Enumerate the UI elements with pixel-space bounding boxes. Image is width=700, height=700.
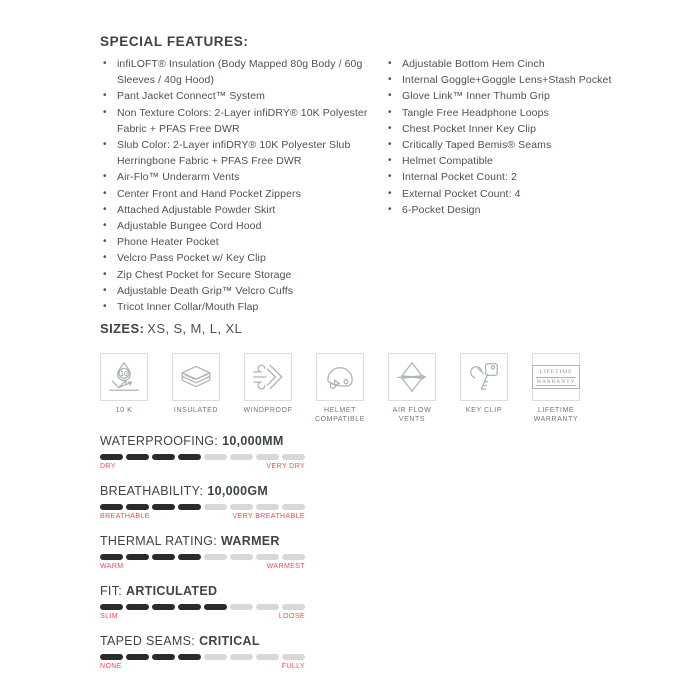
rating-max-label: WARMEST <box>266 563 305 571</box>
rating-segment <box>282 604 305 610</box>
rating-segment <box>152 604 175 610</box>
feature-item <box>385 202 633 218</box>
feature-text: External Pocket Count: 4 <box>402 187 521 200</box>
feature-item <box>100 267 378 283</box>
rating-label: WATERPROOFING: <box>100 434 219 449</box>
rating-bar <box>100 454 305 460</box>
rating-min-label: BREATHABLE <box>100 513 150 521</box>
warranty-seal-line2: WARRANTY <box>536 378 576 385</box>
rating-label: FIT: <box>100 584 123 599</box>
bullet-icon: • <box>388 122 392 134</box>
feature-text: Adjustable Bungee Cord Hood <box>117 220 262 233</box>
icon-label-10k: 10 K <box>115 407 133 415</box>
rating-max-label: LOOSE <box>278 613 305 621</box>
rating-title <box>100 584 305 598</box>
rating-minmax <box>100 613 305 620</box>
rating-segment <box>204 454 227 460</box>
rating-segment <box>204 604 227 610</box>
feature-text: Critically Taped Bemis® Seams <box>402 139 552 152</box>
icon-cell-insulated <box>165 353 227 424</box>
bullet-icon: • <box>103 203 107 215</box>
rating-block <box>100 584 305 620</box>
feature-text: infiLOFT® Insulation (Body Mapped 80g Body / 60g Sleeves / 40g Hood) <box>117 58 363 87</box>
feature-item <box>385 105 633 121</box>
rating-segment <box>256 554 279 560</box>
feature-item <box>100 218 378 234</box>
feature-list-left <box>100 56 378 315</box>
icon-label-airflow: AIR FLOW VENTS <box>392 407 432 423</box>
rating-label: TAPED SEAMS: <box>100 634 196 649</box>
feature-text: Velcro Pass Pocket w/ Key Clip <box>117 252 266 265</box>
icon-cell-windproof <box>237 353 299 424</box>
feature-text: Slub Color: 2-Layer infiDRY® 10K Polyester Slub Herringbone Fabric + PFAS Free DWR <box>117 139 351 168</box>
feature-item <box>385 137 633 153</box>
feature-text: Internal Pocket Count: 2 <box>402 171 518 184</box>
bullet-icon: • <box>388 90 392 102</box>
rating-segment <box>126 454 149 460</box>
rating-min-label: WARM <box>100 563 124 571</box>
rating-segment <box>100 504 123 510</box>
feature-item <box>100 169 378 185</box>
rating-segment <box>178 504 201 510</box>
feature-item <box>385 153 633 169</box>
windproof-icon <box>244 353 292 401</box>
feature-item <box>385 88 633 104</box>
bullet-icon: • <box>388 203 392 215</box>
rating-segment <box>204 504 227 510</box>
rating-bar <box>100 604 305 610</box>
feature-text: Tricot Inner Collar/Mouth Flap <box>117 301 259 314</box>
sizes-line <box>100 321 640 336</box>
rating-segment <box>126 604 149 610</box>
rating-segment <box>282 654 305 660</box>
icon-label-warranty: LIFETIME WARRANTY <box>533 407 579 423</box>
icon-label-insulated: INSULATED <box>173 407 219 415</box>
feature-text: Air-Flo™ Underarm Vents <box>117 171 240 184</box>
feature-item <box>385 186 633 202</box>
rating-title <box>100 634 305 648</box>
air-flow-vents-icon <box>388 353 436 401</box>
rating-title <box>100 434 305 448</box>
bullet-icon: • <box>388 171 392 183</box>
feature-text: Phone Heater Pocket <box>117 236 219 249</box>
rating-block <box>100 434 305 470</box>
rating-min-label: NONE <box>100 663 122 671</box>
icon-label-keyclip: KEY CLIP <box>465 407 503 415</box>
icon-cell-keyclip <box>453 353 515 424</box>
rating-max-label: VERY BREATHABLE <box>232 513 305 521</box>
bullet-icon: • <box>388 187 392 199</box>
insulated-icon <box>172 353 220 401</box>
rating-block <box>100 634 305 670</box>
rating-segment <box>230 604 253 610</box>
rating-value: 10,000GM <box>207 484 269 499</box>
feature-item <box>385 56 633 72</box>
rating-minmax <box>100 663 305 670</box>
rating-segment <box>152 454 175 460</box>
feature-item <box>385 169 633 185</box>
special-features-columns <box>100 56 640 315</box>
rating-minmax <box>100 563 305 570</box>
rating-bar <box>100 654 305 660</box>
feature-text: Helmet Compatible <box>402 155 493 168</box>
bullet-icon: • <box>103 58 107 69</box>
rating-minmax <box>100 513 305 520</box>
feature-text: 6-Pocket Design <box>402 203 481 216</box>
rating-label: THERMAL RATING: <box>100 534 218 549</box>
lifetime-warranty-icon <box>532 353 580 401</box>
rating-segment <box>230 454 253 460</box>
rating-max-label: FULLY <box>281 663 305 671</box>
rating-minmax <box>100 463 305 470</box>
icon-cell-warranty <box>525 353 587 424</box>
rating-segment <box>126 654 149 660</box>
rating-segment <box>152 504 175 510</box>
rating-segment <box>152 554 175 560</box>
rating-segment <box>282 454 305 460</box>
bullet-icon: • <box>103 268 107 280</box>
rating-value: CRITICAL <box>199 634 260 649</box>
bullet-icon: • <box>388 155 392 167</box>
feature-item <box>100 137 378 169</box>
rating-segment <box>100 454 123 460</box>
feature-item <box>385 72 633 88</box>
bullet-icon: • <box>103 139 107 151</box>
rating-segment <box>178 604 201 610</box>
svg-text:10: 10 <box>120 371 128 379</box>
icon-label-helmet: HELMET COMPATIBLE <box>314 407 366 423</box>
rating-min-label: DRY <box>100 463 116 471</box>
feature-text: Glove Link™ Inner Thumb Grip <box>402 90 550 103</box>
rating-block <box>100 534 305 570</box>
rating-segment <box>126 554 149 560</box>
feature-list-right <box>385 56 633 315</box>
feature-item <box>100 186 378 202</box>
feature-text: Adjustable Bottom Hem Cinch <box>402 58 545 70</box>
feature-item <box>385 121 633 137</box>
feature-item <box>100 283 378 299</box>
bullet-icon: • <box>103 301 107 313</box>
sizes-label: SIZES: <box>100 321 145 337</box>
bullet-icon: • <box>103 284 107 296</box>
sizes-value: XS, S, M, L, XL <box>147 321 243 337</box>
rating-value: ARTICULATED <box>126 584 218 599</box>
feature-item <box>100 202 378 218</box>
feature-text: Chest Pocket Inner Key Clip <box>402 122 537 135</box>
feature-text: Zip Chest Pocket for Secure Storage <box>117 268 292 281</box>
feature-item <box>100 250 378 266</box>
bullet-icon: • <box>103 187 107 199</box>
feature-text: Adjustable Death Grip™ Velcro Cuffs <box>117 284 294 297</box>
rating-segment <box>230 504 253 510</box>
feature-text: Attached Adjustable Powder Skirt <box>117 203 276 216</box>
bullet-icon: • <box>103 236 107 248</box>
helmet-compatible-icon <box>316 353 364 401</box>
rating-value: 10,000MM <box>222 434 284 449</box>
icon-label-windproof: WINDPROOF <box>243 407 293 415</box>
bullet-icon: • <box>388 106 392 118</box>
feature-text: Tangle Free Headphone Loops <box>402 106 549 119</box>
feature-item <box>100 56 378 88</box>
rating-max-label: VERY DRY <box>266 463 305 471</box>
rating-segment <box>204 654 227 660</box>
bullet-icon: • <box>103 106 107 118</box>
bullet-icon: • <box>388 139 392 151</box>
rating-value: WARMER <box>221 534 280 549</box>
rating-segment <box>256 504 279 510</box>
warranty-seal <box>532 365 579 389</box>
feature-item <box>100 299 378 315</box>
rating-title <box>100 484 305 498</box>
rating-segment <box>256 654 279 660</box>
rating-segment <box>256 454 279 460</box>
feature-item <box>100 234 378 250</box>
rating-bar <box>100 554 305 560</box>
rating-label: BREATHABILITY: <box>100 484 204 499</box>
waterproof-10k-icon <box>100 353 148 401</box>
rating-segment <box>230 654 253 660</box>
special-features-heading: SPECIAL FEATURES: <box>100 34 249 49</box>
bullet-icon: • <box>103 90 107 102</box>
feature-text: Internal Goggle+Goggle Lens+Stash Pocket <box>402 74 612 87</box>
rating-segment <box>256 604 279 610</box>
icon-cell-helmet <box>309 353 371 424</box>
rating-block <box>100 484 305 520</box>
rating-segment <box>178 454 201 460</box>
rating-segment <box>230 554 253 560</box>
rating-segment <box>178 554 201 560</box>
key-clip-icon <box>460 353 508 401</box>
feature-icons-row <box>93 353 640 424</box>
ratings-section <box>100 434 305 670</box>
bullet-icon: • <box>103 252 107 264</box>
bullet-icon: • <box>103 171 107 183</box>
rating-segment <box>282 504 305 510</box>
feature-text: Pant Jacket Connect™ System <box>117 90 266 103</box>
bullet-icon: • <box>388 58 392 69</box>
icon-cell-airflow <box>381 353 443 424</box>
feature-text: Non Texture Colors: 2-Layer infiDRY® 10K Polyester Fabric + PFAS Free DWR <box>117 106 368 135</box>
rating-segment <box>204 554 227 560</box>
rating-segment <box>100 554 123 560</box>
feature-item <box>100 105 378 137</box>
icon-cell-10k <box>93 353 155 424</box>
rating-bar <box>100 504 305 510</box>
rating-segment <box>100 654 123 660</box>
warranty-seal-line1: LIFETIME <box>536 369 575 378</box>
rating-segment <box>100 604 123 610</box>
bullet-icon: • <box>388 74 392 86</box>
feature-text: Center Front and Hand Pocket Zippers <box>117 187 301 200</box>
bullet-icon: • <box>103 220 107 232</box>
rating-segment <box>178 654 201 660</box>
rating-segment <box>152 654 175 660</box>
rating-title <box>100 534 305 548</box>
feature-item <box>100 88 378 104</box>
rating-segment <box>126 504 149 510</box>
rating-min-label: SLIM <box>100 613 118 621</box>
rating-segment <box>282 554 305 560</box>
